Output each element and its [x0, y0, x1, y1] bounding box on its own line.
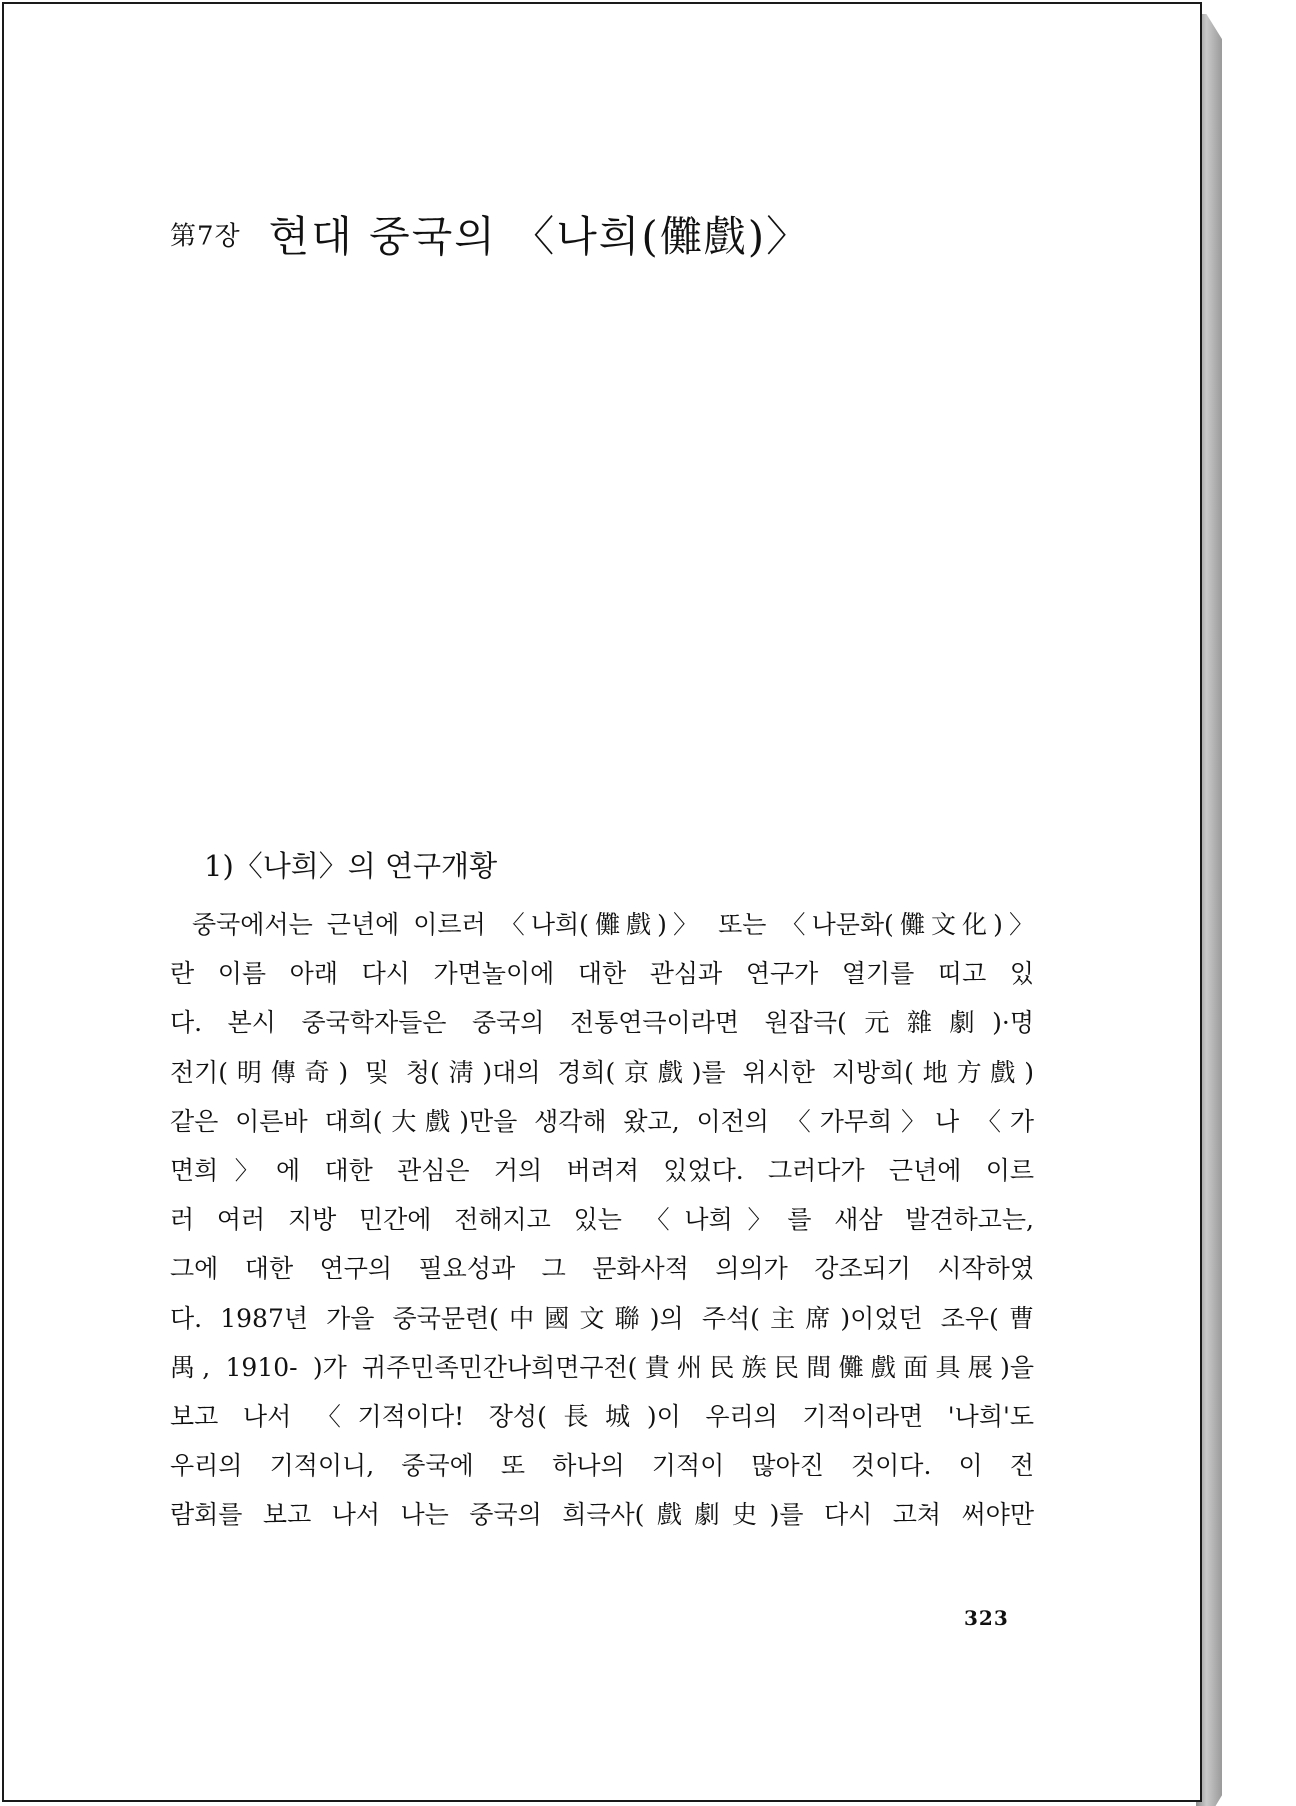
book-page: [2, 2, 1202, 1802]
section-heading: 1)〈나희〉의 연구개황: [204, 849, 498, 883]
text-line: 보고 나서 〈기적이다! 장성(長城)이 우리의 기적이라면 '나희'도: [170, 1401, 1034, 1431]
text-line: 다. 본시 중국학자들은 중국의 전통연극이라면 원잡극(元雜劇)·명: [170, 1008, 1034, 1038]
text-line: 같은 이른바 대희(大戲)만을 생각해 왔고, 이전의 〈가무희〉나 〈가: [170, 1106, 1034, 1136]
text-line: 그에 대한 연구의 필요성과 그 문화사적 의의가 강조되기 시작하였: [170, 1254, 1034, 1284]
chapter-number: 第7장: [170, 221, 241, 252]
text-line: 란 이름 아래 다시 가면놀이에 대한 관심과 연구가 열기를 띠고 있: [170, 959, 1034, 989]
text-line: 전기(明傳奇) 및 청(淸)대의 경희(京戲)를 위시한 지방희(地方戲): [170, 1057, 1034, 1087]
text-line: 러 여러 지방 민간에 전해지고 있는 〈나희〉를 새삼 발견하고는,: [170, 1205, 1034, 1235]
chapter-heading: [170, 204, 810, 264]
text-line: 다. 1987년 가을 중국문련(中國文聯)의 주석(主席)이었던 조우(曹: [170, 1303, 1034, 1333]
text-line: 우리의 기적이니, 중국에 또 하나의 기적이 많아진 것이다. 이 전: [170, 1451, 1034, 1481]
text-line: 면희〉에 대한 관심은 거의 버려져 있었다. 그러다가 근년에 이르: [170, 1155, 1034, 1185]
text-line: 禺, 1910- )가 귀주민족민간나희면구전(貴州民族民間儺戲面具展)을: [170, 1352, 1034, 1382]
body-paragraph: [170, 900, 1034, 1539]
chapter-title: 현대 중국의 〈나희(儺戲)〉: [268, 212, 811, 261]
text-line: 람회를 보고 나서 나는 중국의 희극사(戲劇史)를 다시 고쳐 써야만: [170, 1500, 1034, 1530]
page-number: 323: [964, 1606, 1009, 1630]
text-line: 중국에서는 근년에 이르러 〈나희(儺戲)〉 또는 〈나문화(儺文化)〉: [192, 910, 1034, 939]
